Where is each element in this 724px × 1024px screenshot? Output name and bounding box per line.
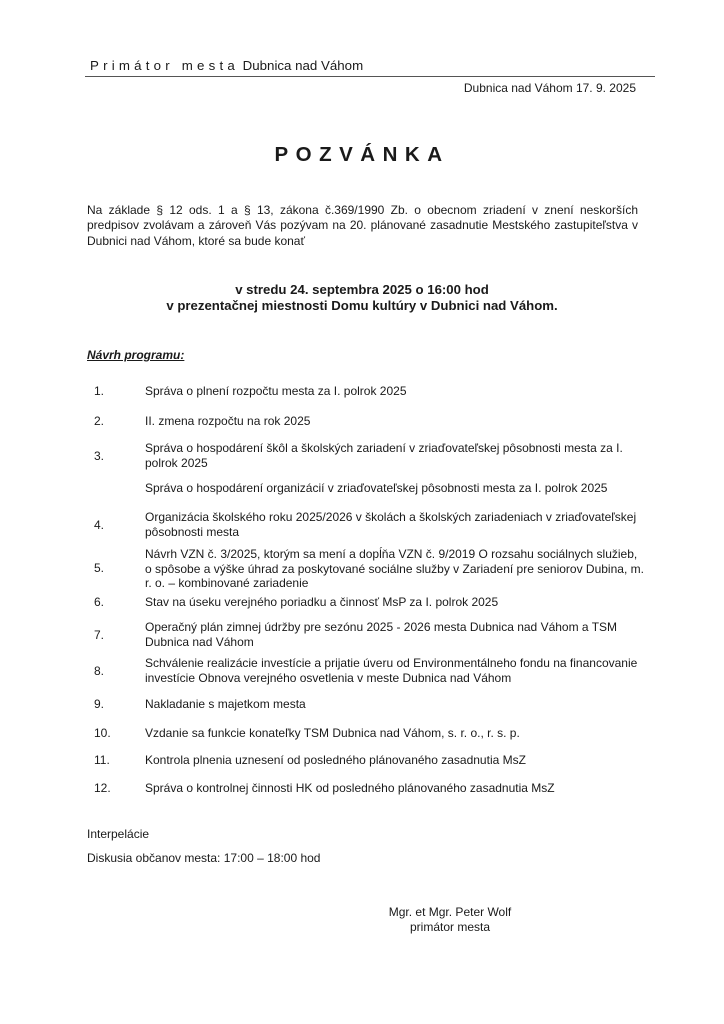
program-item-text: Nakladanie s majetkom mesta xyxy=(145,697,306,711)
program-item-text: Správa o kontrolnej činnosti HK od posledného plánovaného zasadnutia MsZ xyxy=(145,781,555,795)
program-item-text: Operačný plán zimnej údržby pre sezónu 2025 - 2026 mesta Dubnica nad Váhom a TSM Dubnica nad Váhom xyxy=(145,620,618,649)
signatory-role: primátor mesta xyxy=(409,919,491,934)
program-item-number: 2. xyxy=(94,414,105,428)
program-item-number: 6. xyxy=(94,595,105,609)
meeting-datetime: v stredu 24. septembra 2025 o 16:00 hod xyxy=(235,282,489,297)
program-item-number: 3. xyxy=(94,449,105,463)
program-item-text: Kontrola plnenia uznesení od posledného plánovaného zasadnutia MsZ xyxy=(145,753,526,767)
program-item-text: Vzdanie sa funkcie konateľky TSM Dubnica nad Váhom, s. r. o., r. s. p. xyxy=(145,726,520,740)
program-item-text: Organizácia školského roku 2025/2026 v školách a školských zariadeniach v zriaďovateľskej pôsobnosti mesta xyxy=(145,510,637,539)
letterhead-office: Primátor mesta xyxy=(90,58,239,73)
program-item-number: 8. xyxy=(94,664,105,678)
program-item-number: 4. xyxy=(94,518,105,532)
program-item-text: Správa o plnení rozpočtu mesta za I. polrok 2025 xyxy=(145,384,407,398)
program-item-text: Správa o hospodárení škôl a školských zariadení v zriaďovateľskej pôsobnosti mesta za I. polrok 2025 xyxy=(145,441,623,470)
document-title: POZVÁNKA xyxy=(274,143,450,166)
citizens-discussion: Diskusia občanov mesta: 17:00 – 18:00 hod xyxy=(87,851,321,865)
letterhead xyxy=(90,58,363,73)
letterhead-city: Dubnica nad Váhom xyxy=(242,58,364,73)
program-item-number: 5. xyxy=(94,561,105,575)
program-heading: Návrh programu: xyxy=(87,348,185,362)
interpellations: Interpelácie xyxy=(87,827,150,841)
program-item-number: 7. xyxy=(94,628,105,642)
program-item-text: Návrh VZN č. 3/2025, ktorým sa mení a dopĺňa VZN č. 9/2019 O rozsahu sociálnych služieb, o spôsobe a výške úhrad za poskytované sociálne služby v Zariadení pre seniorov Dubina, m. r. o. – kombinované zariadenie xyxy=(145,547,644,591)
program-item-text: Správa o hospodárení organizácií v zriaďovateľskej pôsobnosti mesta za I. polrok 2025 xyxy=(145,481,608,495)
place-and-date: Dubnica nad Váhom 17. 9. 2025 xyxy=(463,81,636,95)
intro-text: Na základe § 12 ods. 1 a § 13, zákona č.369/1990 Zb. o obecnom zriadení v znení neskorších predpisov zvolávam a zároveň Vás pozývam na 20. plánované zasadnutie Mestského zastupiteľstva v Dubnici nad Váhom, ktoré sa bude konať xyxy=(87,203,638,248)
program-item-number: 9. xyxy=(94,697,105,711)
program-item-text: Stav na úseku verejného poriadku a činnosť MsP za I. polrok 2025 xyxy=(145,595,499,609)
meeting-venue: v prezentačnej miestnosti Domu kultúry v Dubnici nad Váhom. xyxy=(166,298,558,313)
signature-block xyxy=(330,905,570,934)
program-item-number: 12. xyxy=(94,781,111,795)
program-item-text: Schválenie realizácie investície a prijatie úveru od Environmentálneho fondu na financovanie investície Obnova verejného osvetlenia v meste Dubnica nad Váhom xyxy=(145,656,638,685)
signatory-name: Mgr. et Mgr. Peter Wolf xyxy=(388,905,512,919)
program-item-number: 10. xyxy=(94,726,111,740)
meeting-details xyxy=(0,282,724,314)
program-item-number: 11. xyxy=(94,753,110,767)
letterhead-divider xyxy=(85,76,655,77)
intro-paragraph xyxy=(87,203,638,249)
program-item-text: II. zmena rozpočtu na rok 2025 xyxy=(145,414,311,428)
program-item-number: 1. xyxy=(94,384,105,398)
